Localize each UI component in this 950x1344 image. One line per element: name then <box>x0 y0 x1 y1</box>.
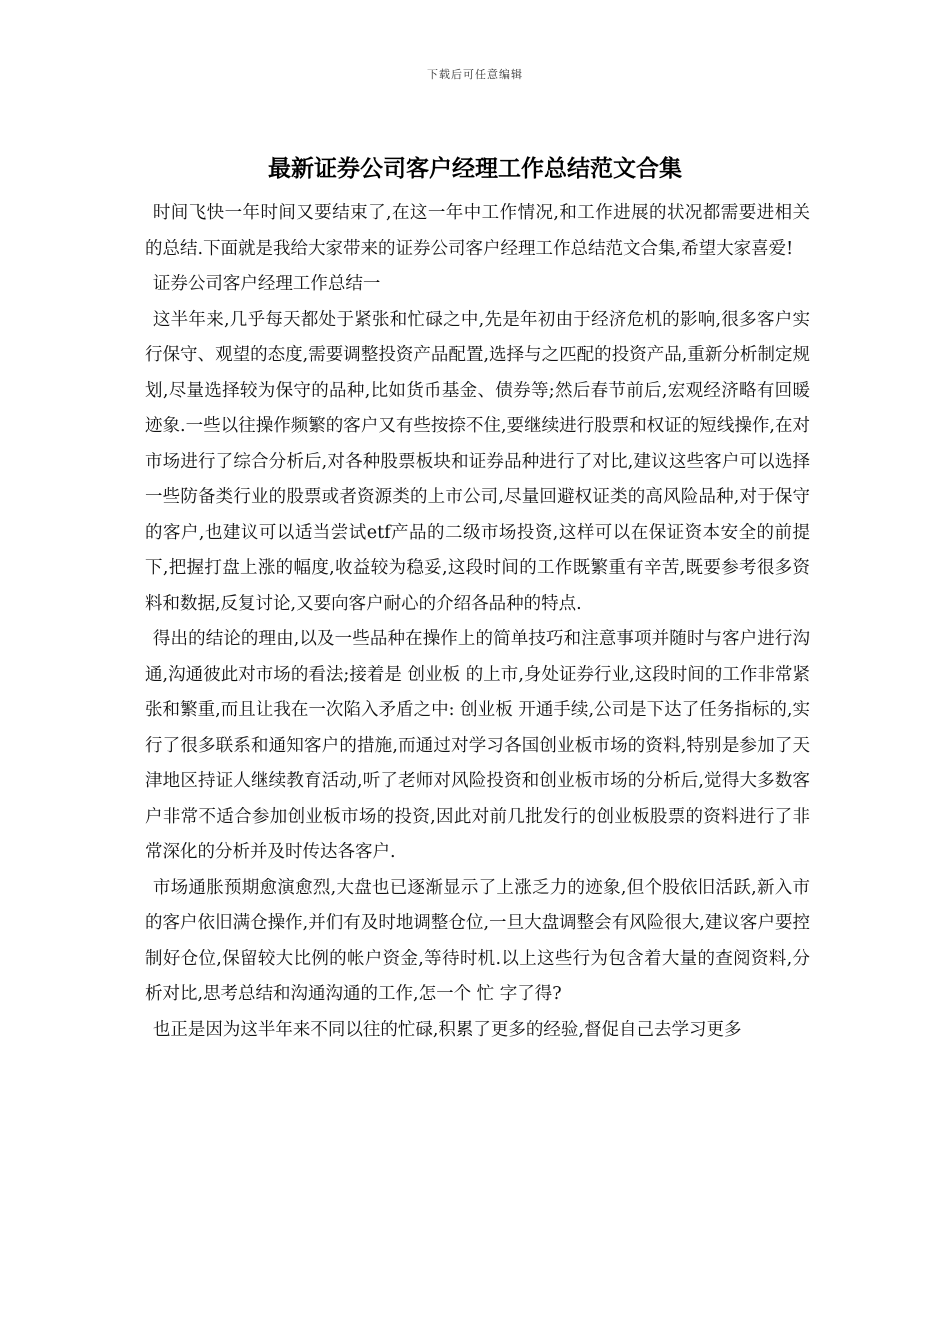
paragraph-body: 这半年来,几乎每天都处于紧张和忙碌之中,先是年初由于经济危机的影响,很多客户实行保守、观望的态度,需要调整投资产品配置,选择与之匹配的投资产品,重新分析制定规划,尽量选择较为保守的品种,比如货币基金、债券等;然后春节前后,宏观经济略有回暖迹象.一些以往操作频繁的客户又有些按捺不住,要继续进行股票和权证的短线操作,在对市场进行了综合分析后,对各种股票板块和证券品种进行了对比,建议这些客户可以选择一些防备类行业的股票或者资源类的上市公司,尽量回避权证类的高风险品种,对于保守的客户,也建议可以适当尝试etf产品的二级市场投资,这样可以在保证资本安全的前提下,把握打盘上涨的幅度,收益较为稳妥,这段时间的工作既繁重有辛苦,既要参考很多资料和数据,反复讨论,又要向客户耐心的介绍各品种的特点. <box>145 309 810 614</box>
document-body <box>145 196 810 1048</box>
paragraph-body: 市场通胀预期愈演愈烈,大盘也已逐渐显示了上涨乏力的迹象,但个股依旧活跃,新入市的客户依旧满仓操作,并们有及时地调整仓位,一旦大盘调整会有风险很大,建议客户要控制好仓位,保留较大比例的帐户资金,等待时机.以上这些行为包含着大量的查阅资料,分析对比,思考总结和沟通沟通的工作,怎一个 忙 字了得? <box>145 877 810 1004</box>
section-heading: 证券公司客户经理工作总结一 <box>152 274 381 294</box>
paragraph-intro: 时间飞快一年时间又要结束了,在这一年中工作情况,和工作进展的状况都需要进相关的总结.下面就是我给大家带来的证券公司客户经理工作总结范文合集,希望大家喜爱! <box>145 203 810 259</box>
document-title: 最新证券公司客户经理工作总结范文合集 <box>268 156 682 182</box>
header-note: 下载后可任意编辑 <box>427 68 523 81</box>
paragraph-body: 得出的结论的理由,以及一些品种在操作上的简单技巧和注意事项并随时与客户进行沟通,沟通彼此对市场的看法;接着是 创业板 的上市,身处证券行业,这段时间的工作非常紧张和繁重,而且让我在一次陷入矛盾之中: 创业板 开通手续,公司是下达了任务指标的,实行了很多联系和通知客户的措施,而通过对学习各国创业板市场的资料,特别是参加了天津地区持证人继续教育活动,听了老师对风险投资和创业板市场的分析后,觉得大多数客户非常不适合参加创业板市场的投资,因此对前几批发行的创业板股票的资料进行了非常深化的分析并及时传达各客户. <box>145 629 810 862</box>
paragraph-body: 也正是因为这半年来不同以往的忙碌,积累了更多的经验,督促自己去学习更多 <box>152 1019 742 1040</box>
